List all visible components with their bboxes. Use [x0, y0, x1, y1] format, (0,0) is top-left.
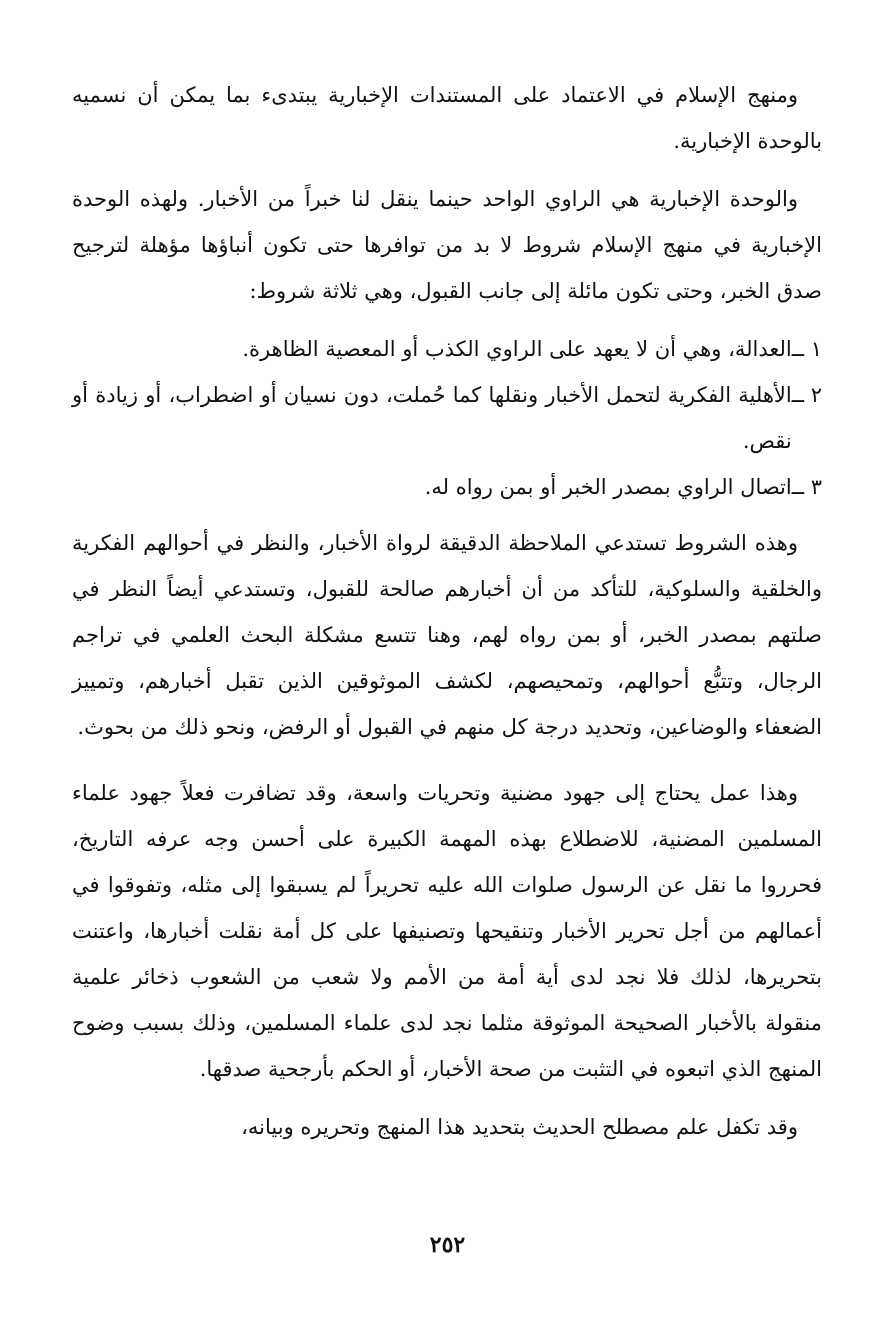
- condition-number: ٣ ــ: [791, 475, 822, 499]
- paragraph-scholars-effort: وهذا عمل يحتاج إلى جهود مضنية وتحريات واسعة، وقد تضافرت فعلاً جهود علماء المسلمين المضنية، للاضطلاع بهذه المهمة الكبيرة على أحسن وجه عرفه التاريخ، فحرروا ما نقل عن الرسول صلوات الله عليه تحريراً لم يسبقوا إلى مثله، وتفوقوا في أعمالهم من أجل تحرير الأخبار وتنقيحها وتصنيفها على كل أمة نقلت أخبارها، واعتنت بتحريرها، لذلك فلا نجد لدى أية أمة من الأمم ولا شعب من الشعوب ذخائر علمية منقولة بالأخبار الصحيحة الموثوقة مثلما نجد لدى علماء المسلمين، وذلك بسبب وضوح المنهج الذي اتبعوه في التثبت من صحة الأخبار، أو الحكم بأرجحية صدقها.: [72, 781, 822, 1081]
- condition-number: ١ ــ: [791, 337, 822, 361]
- condition-text: العدالة، وهي أن لا يعهد على الراوي الكذب أو المعصية الظاهرة.: [242, 337, 792, 361]
- condition-item-3: [72, 464, 822, 510]
- condition-item-2: [72, 372, 822, 464]
- condition-item-1: [72, 326, 822, 372]
- page-body: [72, 72, 822, 1162]
- paragraph-intro: ومنهج الإسلام في الاعتماد على المستندات الإخبارية يبتدىء بما يمكن أن نسميه بالوحدة الإخبارية.: [72, 83, 822, 153]
- condition-text: اتصال الراوي بمصدر الخبر أو بمن رواه له.: [424, 475, 792, 499]
- paragraph-hadith-terminology: وقد تكفل علم مصطلح الحديث بتحديد هذا المنهج وتحريره وبيانه،: [241, 1115, 798, 1139]
- condition-text: الأهلية الفكرية لتحمل الأخبار ونقلها كما حُملت، دون نسيان أو اضطراب، أو زيادة أو نقص.: [72, 383, 792, 453]
- paragraph-conditions-examination: وهذه الشروط تستدعي الملاحظة الدقيقة لرواة الأخبار، والنظر في أحوالهم الفكرية والخلقية والسلوكية، للتأكد من أن أخبارهم صالحة للقبول، وتستدعي أيضاً النظر في صلتهم بمصدر الخبر، أو بمن رواه لهم، وهنا تتسع مشكلة البحث العلمي في تراجم الرجال، وتتبُّع أحوالهم، وتمحيصهم، لكشف الموثوقين الذين تقبل أخبارهم، وتمييز الضعفاء والوضاعين، وتحديد درجة كل منهم في القبول أو الرفض، ونحو ذلك من بحوث.: [72, 531, 822, 739]
- paragraph-narrative-unit: والوحدة الإخبارية هي الراوي الواحد حينما ينقل لنا خبراً من الأخبار. ولهذه الوحدة الإخبارية في منهج الإسلام شروط لا بد من توافرها حتى تكون أنباؤها مؤهلة لترجيح صدق الخبر، وحتى تكون مائلة إلى جانب القبول، وهي ثلاثة شروط:: [72, 187, 822, 303]
- conditions-list: [72, 326, 822, 510]
- page-number: ٢٥٢: [429, 1232, 466, 1258]
- condition-number: ٢ ــ: [791, 383, 822, 407]
